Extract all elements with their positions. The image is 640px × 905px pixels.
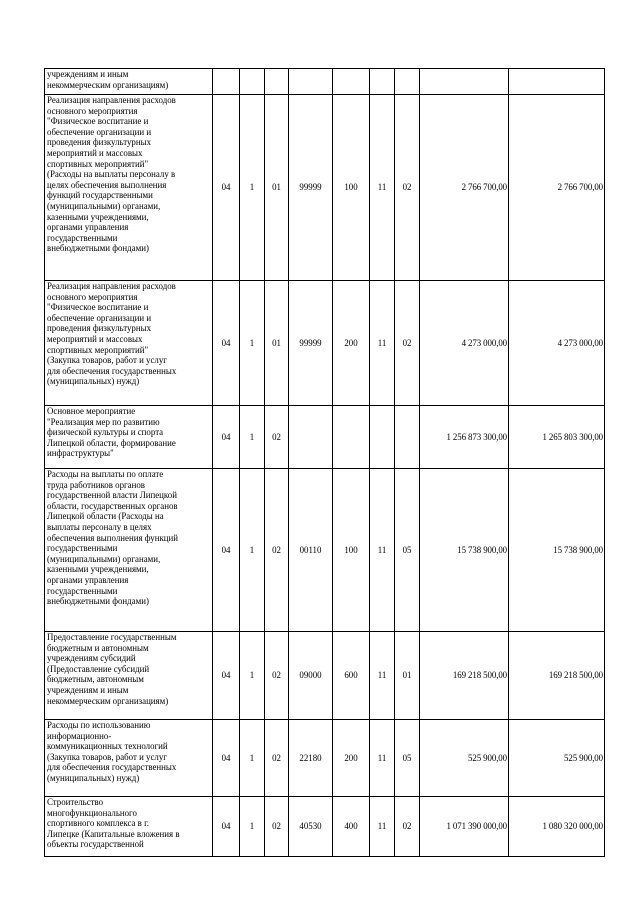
code-cell-2: 1 — [240, 281, 265, 406]
code-cell-4: 99999 — [289, 95, 333, 281]
table-row — [45, 69, 605, 95]
code-cell-2: 1 — [240, 469, 265, 632]
amount-cell-1: 15 738 900,00 — [420, 469, 509, 632]
code-cell-7: 05 — [395, 720, 420, 797]
table-row — [45, 281, 605, 406]
row-description: Реализация направления расходов основного мероприятия "Физическое воспитание и обеспечение организации и проведения физкультурных мероприятий и массовых спортивных мероприятий" (Закупка товаров, работ и услуг для обеспечения государственных (муниципальных) нужд) — [45, 281, 213, 406]
code-cell-4: 99999 — [289, 281, 333, 406]
amount-cell-2: 525 900,00 — [509, 720, 605, 797]
code-cell-3: 02 — [265, 720, 289, 797]
row-description: Реализация направления расходов основного мероприятия "Физическое воспитание и обеспечение организации и проведения физкультурных мероприятий и массовых спортивных мероприятий" (Расходы на выплаты персоналу в целях обеспечения выполнения функций государственными (муниципальными) органами, казенными учреждениями, органами управления государственными внебюджетными фондами) — [45, 95, 213, 281]
table-row — [45, 720, 605, 797]
code-cell-4: 00110 — [289, 469, 333, 632]
code-cell-5: 400 — [333, 797, 370, 857]
row-description: Строительство многофункционального спортивного комплекса в г. Липецке (Капитальные вложения в объекты государственной — [45, 797, 213, 857]
table-body — [45, 69, 605, 857]
code-cell-4: 09000 — [289, 632, 333, 720]
code-cell-4 — [289, 69, 333, 95]
code-cell-1: 04 — [213, 281, 240, 406]
row-description: Предоставление государственным бюджетным и автономным учреждениям субсидий (Предоставление субсидий бюджетным, автономным учреждениям и иным некоммерческим организациям) — [45, 632, 213, 720]
row-description: учреждениям и иным некоммерческим организациям) — [45, 69, 213, 95]
code-cell-5 — [333, 69, 370, 95]
code-cell-5: 600 — [333, 632, 370, 720]
code-cell-6: 11 — [370, 469, 395, 632]
code-cell-2: 1 — [240, 406, 265, 469]
code-cell-2: 1 — [240, 797, 265, 857]
code-cell-1: 04 — [213, 720, 240, 797]
code-cell-5: 200 — [333, 281, 370, 406]
code-cell-2: 1 — [240, 95, 265, 281]
code-cell-1: 04 — [213, 406, 240, 469]
code-cell-3: 02 — [265, 632, 289, 720]
code-cell-5: 100 — [333, 95, 370, 281]
code-cell-4: 40530 — [289, 797, 333, 857]
code-cell-2: 1 — [240, 720, 265, 797]
row-description: Расходы по использованию информационно- коммуникационных технологий (Закупка товаров, работ и услуг для обеспечения государственных (муниципальных) нужд) — [45, 720, 213, 797]
code-cell-3: 01 — [265, 281, 289, 406]
code-cell-2: 1 — [240, 632, 265, 720]
code-cell-5 — [333, 406, 370, 469]
amount-cell-1: 4 273 000,00 — [420, 281, 509, 406]
code-cell-1: 04 — [213, 469, 240, 632]
table-row — [45, 797, 605, 857]
budget-table — [44, 68, 605, 857]
code-cell-7 — [395, 69, 420, 95]
amount-cell-1: 2 766 700,00 — [420, 95, 509, 281]
code-cell-4 — [289, 406, 333, 469]
code-cell-3: 01 — [265, 95, 289, 281]
code-cell-6: 11 — [370, 95, 395, 281]
code-cell-6: 11 — [370, 797, 395, 857]
code-cell-3 — [265, 69, 289, 95]
code-cell-1: 04 — [213, 95, 240, 281]
code-cell-7 — [395, 406, 420, 469]
table-row — [45, 406, 605, 469]
row-description: Основное мероприятие "Реализация мер по развитию физической культуры и спорта Липецкой области, формирование инфраструктуры" — [45, 406, 213, 469]
code-cell-6 — [370, 69, 395, 95]
code-cell-7: 02 — [395, 281, 420, 406]
code-cell-1: 04 — [213, 797, 240, 857]
code-cell-5: 100 — [333, 469, 370, 632]
amount-cell-2: 1 265 803 300,00 — [509, 406, 605, 469]
code-cell-7: 05 — [395, 469, 420, 632]
amount-cell-1: 1 256 873 300,00 — [420, 406, 509, 469]
code-cell-7: 02 — [395, 797, 420, 857]
code-cell-5: 200 — [333, 720, 370, 797]
table-row — [45, 632, 605, 720]
code-cell-3: 02 — [265, 797, 289, 857]
code-cell-3: 02 — [265, 469, 289, 632]
amount-cell-2: 2 766 700,00 — [509, 95, 605, 281]
amount-cell-1: 1 071 390 000,00 — [420, 797, 509, 857]
code-cell-1: 04 — [213, 632, 240, 720]
code-cell-6: 11 — [370, 281, 395, 406]
amount-cell-1: 169 218 500,00 — [420, 632, 509, 720]
amount-cell-2: 15 738 900,00 — [509, 469, 605, 632]
code-cell-7: 02 — [395, 95, 420, 281]
code-cell-3: 02 — [265, 406, 289, 469]
amount-cell-2: 4 273 000,00 — [509, 281, 605, 406]
amount-cell-1: 525 900,00 — [420, 720, 509, 797]
amount-cell-2 — [509, 69, 605, 95]
code-cell-6: 11 — [370, 632, 395, 720]
code-cell-6: 11 — [370, 720, 395, 797]
amount-cell-2: 1 080 320 000,00 — [509, 797, 605, 857]
amount-cell-1 — [420, 69, 509, 95]
code-cell-4: 22180 — [289, 720, 333, 797]
table-row — [45, 95, 605, 281]
code-cell-6 — [370, 406, 395, 469]
code-cell-1 — [213, 69, 240, 95]
row-description: Расходы на выплаты по оплате труда работников органов государственной власти Липецкой области, государственных органов Липецкой области (Расходы на выплаты персоналу в целях обеспечения выполнения функций государственными (муниципальными) органами, казенными учреждениями, органами управления государственными внебюджетными фондами) — [45, 469, 213, 632]
code-cell-7: 01 — [395, 632, 420, 720]
amount-cell-2: 169 218 500,00 — [509, 632, 605, 720]
table-row — [45, 469, 605, 632]
code-cell-2 — [240, 69, 265, 95]
